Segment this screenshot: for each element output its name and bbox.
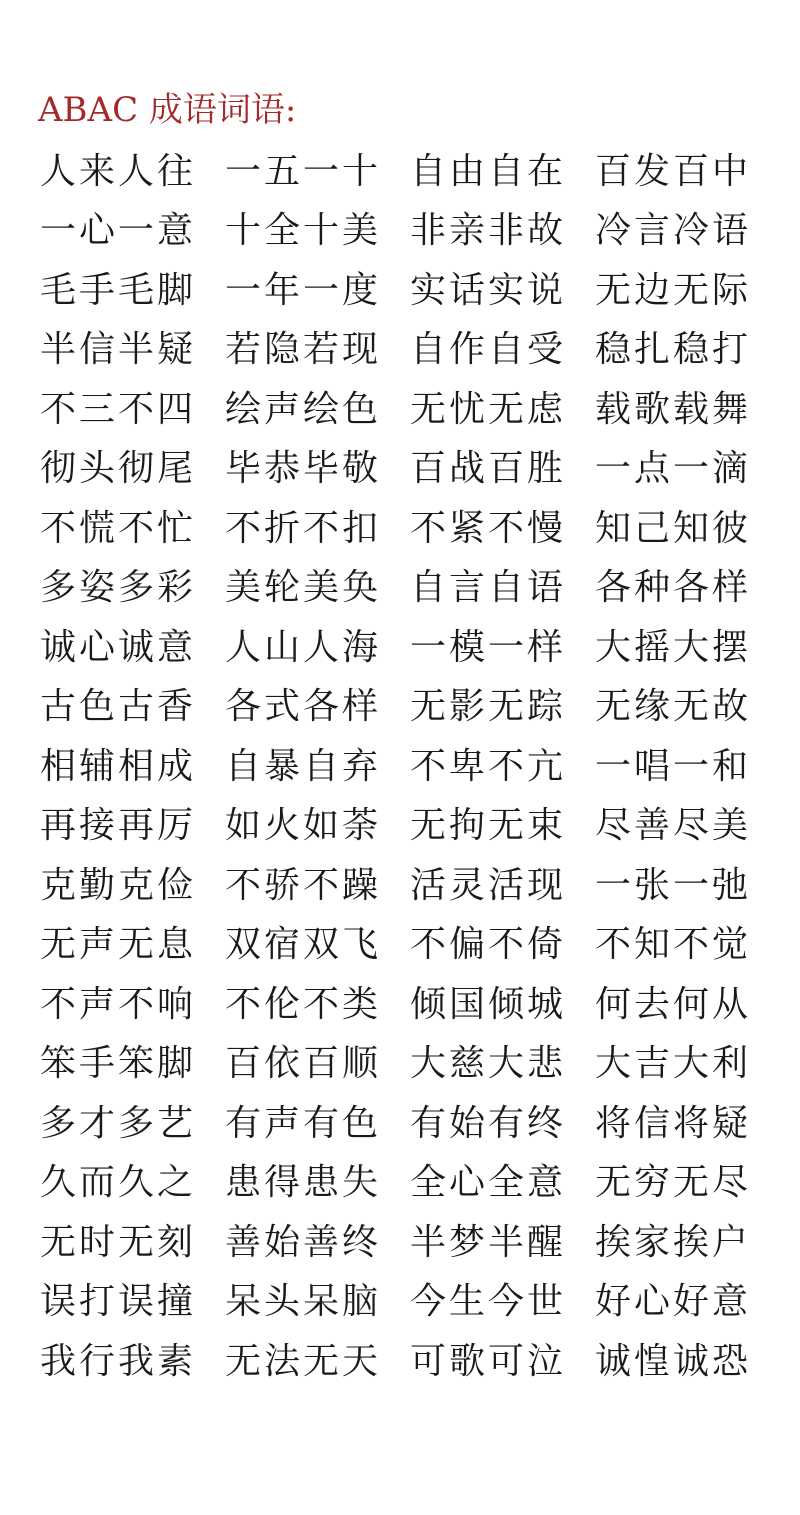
idiom-item: 古色古香 — [40, 686, 197, 728]
idiom-row — [40, 380, 780, 440]
idiom-item: 一点一滴 — [595, 448, 752, 490]
idiom-item: 自作自受 — [410, 329, 567, 371]
idiom-item: 好心好意 — [595, 1281, 752, 1323]
idiom-item: 大慈大悲 — [410, 1043, 567, 1085]
idiom-item: 久而久之 — [40, 1162, 197, 1204]
idiom-item: 实话实说 — [410, 269, 567, 311]
idiom-item: 一年一度 — [225, 269, 382, 311]
idiom-item: 一模一样 — [410, 626, 567, 668]
idiom-item: 无时无刻 — [40, 1221, 197, 1263]
idiom-item: 如火如荼 — [225, 805, 382, 847]
idiom-row — [40, 1154, 780, 1214]
idiom-item: 不折不扣 — [225, 507, 382, 549]
idiom-grid — [40, 142, 780, 1392]
idiom-item: 今生今世 — [410, 1281, 567, 1323]
idiom-item: 有始有终 — [410, 1102, 567, 1144]
idiom-row — [40, 1094, 780, 1154]
idiom-item: 半信半疑 — [40, 329, 197, 371]
idiom-row — [40, 1035, 780, 1095]
idiom-item: 克勤克俭 — [40, 864, 197, 906]
idiom-item: 无影无踪 — [410, 686, 567, 728]
idiom-item: 多才多艺 — [40, 1102, 197, 1144]
idiom-item: 诚惶诚恐 — [595, 1340, 752, 1382]
idiom-row — [40, 1332, 780, 1392]
idiom-item: 不偏不倚 — [410, 924, 567, 966]
idiom-item: 无穷无尽 — [595, 1162, 752, 1204]
idiom-row — [40, 1273, 780, 1333]
idiom-item: 自言自语 — [410, 567, 567, 609]
idiom-row — [40, 321, 780, 381]
idiom-item: 无法无天 — [225, 1340, 382, 1382]
idiom-row — [40, 975, 780, 1035]
idiom-item: 无边无际 — [595, 269, 752, 311]
idiom-row — [40, 916, 780, 976]
idiom-item: 无缘无故 — [595, 686, 752, 728]
idiom-row — [40, 797, 780, 857]
idiom-item: 自由自在 — [410, 150, 567, 192]
idiom-item: 百依百顺 — [225, 1043, 382, 1085]
idiom-item: 百发百中 — [595, 150, 752, 192]
idiom-row — [40, 618, 780, 678]
idiom-item: 倾国倾城 — [410, 983, 567, 1025]
idiom-item: 非亲非故 — [410, 210, 567, 252]
idiom-item: 毛手毛脚 — [40, 269, 197, 311]
idiom-item: 毕恭毕敬 — [225, 448, 382, 490]
idiom-item: 冷言冷语 — [595, 210, 752, 252]
idiom-item: 善始善终 — [225, 1221, 382, 1263]
idiom-item: 相辅相成 — [40, 745, 197, 787]
idiom-item: 彻头彻尾 — [40, 448, 197, 490]
idiom-item: 一唱一和 — [595, 745, 752, 787]
idiom-item: 各种各样 — [595, 567, 752, 609]
idiom-item: 有声有色 — [225, 1102, 382, 1144]
idiom-item: 误打误撞 — [40, 1281, 197, 1323]
idiom-item: 各式各样 — [225, 686, 382, 728]
idiom-row — [40, 142, 780, 202]
idiom-item: 大吉大利 — [595, 1043, 752, 1085]
idiom-item: 不声不响 — [40, 983, 197, 1025]
idiom-row — [40, 1213, 780, 1273]
idiom-row — [40, 261, 780, 321]
page-title: ABAC 成语词语: — [38, 90, 297, 130]
idiom-item: 不骄不躁 — [225, 864, 382, 906]
idiom-item: 可歌可泣 — [410, 1340, 567, 1382]
idiom-item: 呆头呆脑 — [225, 1281, 382, 1323]
idiom-item: 活灵活现 — [410, 864, 567, 906]
idiom-item: 一张一弛 — [595, 864, 752, 906]
idiom-item: 稳扎稳打 — [595, 329, 752, 371]
idiom-item: 再接再厉 — [40, 805, 197, 847]
idiom-item: 不伦不类 — [225, 983, 382, 1025]
idiom-item: 不慌不忙 — [40, 507, 197, 549]
idiom-item: 自暴自弃 — [225, 745, 382, 787]
idiom-item: 何去何从 — [595, 983, 752, 1025]
idiom-item: 无忧无虑 — [410, 388, 567, 430]
idiom-item: 人来人往 — [40, 150, 197, 192]
idiom-item: 若隐若现 — [225, 329, 382, 371]
idiom-item: 双宿双飞 — [225, 924, 382, 966]
idiom-item: 一五一十 — [225, 150, 382, 192]
idiom-row — [40, 499, 780, 559]
idiom-item: 绘声绘色 — [225, 388, 382, 430]
idiom-item: 一心一意 — [40, 210, 197, 252]
idiom-item: 我行我素 — [40, 1340, 197, 1382]
idiom-item: 诚心诚意 — [40, 626, 197, 668]
idiom-item: 半梦半醒 — [410, 1221, 567, 1263]
idiom-item: 挨家挨户 — [595, 1221, 752, 1263]
idiom-item: 将信将疑 — [595, 1102, 752, 1144]
idiom-item: 大摇大摆 — [595, 626, 752, 668]
idiom-item: 患得患失 — [225, 1162, 382, 1204]
idiom-item: 全心全意 — [410, 1162, 567, 1204]
idiom-item: 十全十美 — [225, 210, 382, 252]
idiom-item: 不卑不亢 — [410, 745, 567, 787]
idiom-item: 美轮美奂 — [225, 567, 382, 609]
idiom-row — [40, 559, 780, 619]
idiom-row — [40, 856, 780, 916]
idiom-item: 不紧不慢 — [410, 507, 567, 549]
idiom-item: 不三不四 — [40, 388, 197, 430]
idiom-item: 载歌载舞 — [595, 388, 752, 430]
idiom-item: 人山人海 — [225, 626, 382, 668]
idiom-item: 百战百胜 — [410, 448, 567, 490]
idiom-item: 笨手笨脚 — [40, 1043, 197, 1085]
idiom-item: 知己知彼 — [595, 507, 752, 549]
idiom-item: 尽善尽美 — [595, 805, 752, 847]
idiom-item: 不知不觉 — [595, 924, 752, 966]
idiom-item: 多姿多彩 — [40, 567, 197, 609]
idiom-item: 无拘无束 — [410, 805, 567, 847]
idiom-row — [40, 678, 780, 738]
idiom-item: 无声无息 — [40, 924, 197, 966]
idiom-row — [40, 440, 780, 500]
idiom-row — [40, 202, 780, 262]
idiom-row — [40, 737, 780, 797]
